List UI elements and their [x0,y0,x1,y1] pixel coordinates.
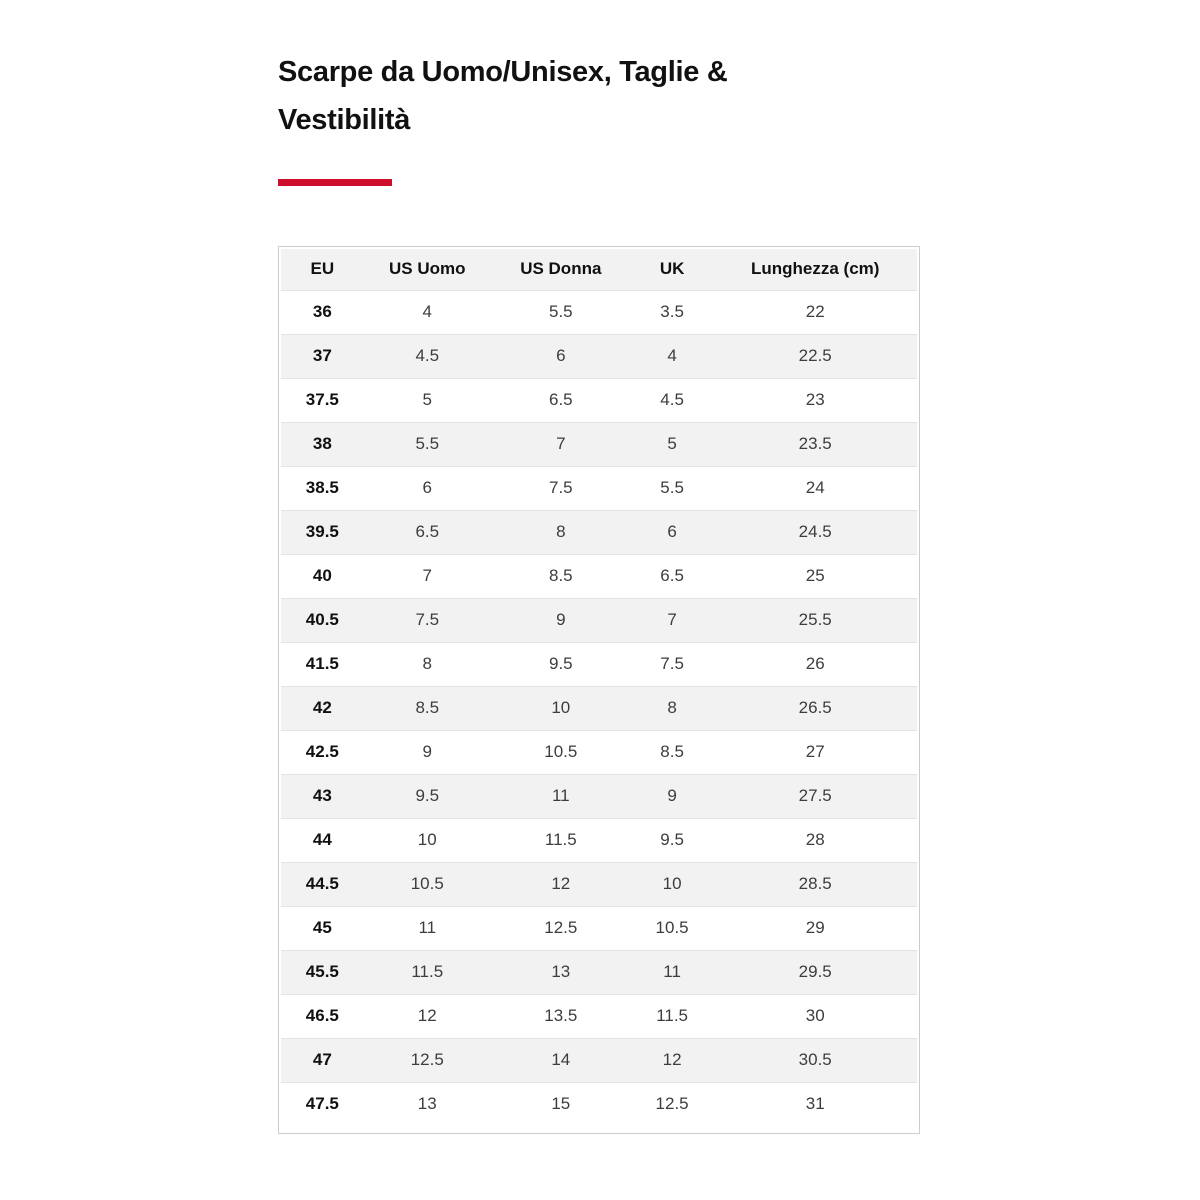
size-cell: 25.5 [713,598,917,642]
size-cell: 12.5 [364,1038,491,1082]
table-row [281,1082,917,1126]
size-cell: 6 [631,510,714,554]
size-cell: 9.5 [491,642,631,686]
size-cell: 31 [713,1082,917,1126]
size-cell: 4 [631,334,714,378]
eu-size-cell: 41.5 [281,642,364,686]
table-row [281,334,917,378]
column-header: US Donna [491,249,631,290]
size-cell: 13 [364,1082,491,1126]
size-cell: 6 [491,334,631,378]
eu-size-cell: 38.5 [281,466,364,510]
table-row [281,686,917,730]
table-row [281,730,917,774]
eu-size-cell: 47 [281,1038,364,1082]
table-row [281,950,917,994]
eu-size-cell: 38 [281,422,364,466]
eu-size-cell: 44 [281,818,364,862]
size-cell: 8 [631,686,714,730]
size-cell: 8 [364,642,491,686]
size-cell: 9.5 [364,774,491,818]
column-header: Lunghezza (cm) [713,249,917,290]
size-cell: 7 [631,598,714,642]
size-cell: 9 [364,730,491,774]
size-cell: 11 [631,950,714,994]
size-cell: 11 [491,774,631,818]
size-cell: 8.5 [364,686,491,730]
size-cell: 11.5 [631,994,714,1038]
size-cell: 27 [713,730,917,774]
size-cell: 11 [364,906,491,950]
table-row [281,642,917,686]
eu-size-cell: 39.5 [281,510,364,554]
table-row [281,862,917,906]
size-chart-body [281,290,917,1126]
size-cell: 5 [631,422,714,466]
eu-size-cell: 45 [281,906,364,950]
size-cell: 8.5 [491,554,631,598]
size-cell: 14 [491,1038,631,1082]
table-row [281,510,917,554]
size-cell: 25 [713,554,917,598]
column-header: EU [281,249,364,290]
size-cell: 4 [364,290,491,334]
eu-size-cell: 40 [281,554,364,598]
accent-divider [278,179,392,186]
eu-size-cell: 44.5 [281,862,364,906]
size-cell: 8.5 [631,730,714,774]
size-cell: 9 [491,598,631,642]
size-cell: 5.5 [631,466,714,510]
size-cell: 6.5 [364,510,491,554]
size-cell: 5.5 [364,422,491,466]
size-cell: 12.5 [631,1082,714,1126]
table-row [281,1038,917,1082]
table-row [281,818,917,862]
page-title: Scarpe da Uomo/Unisex, Taglie & Vestibilità [278,56,728,136]
table-row [281,598,917,642]
size-chart-header [281,249,917,290]
size-guide-section [278,48,922,1134]
size-cell: 4.5 [364,334,491,378]
size-cell: 28.5 [713,862,917,906]
size-cell: 29 [713,906,917,950]
size-cell: 22 [713,290,917,334]
size-cell: 12 [491,862,631,906]
size-cell: 6.5 [491,378,631,422]
eu-size-cell: 40.5 [281,598,364,642]
size-chart-table [281,249,917,1126]
size-cell: 11.5 [364,950,491,994]
column-header: US Uomo [364,249,491,290]
eu-size-cell: 45.5 [281,950,364,994]
size-cell: 8 [491,510,631,554]
size-cell: 23 [713,378,917,422]
size-cell: 13 [491,950,631,994]
size-cell: 12 [364,994,491,1038]
table-row [281,906,917,950]
eu-size-cell: 42.5 [281,730,364,774]
size-cell: 9.5 [631,818,714,862]
eu-size-cell: 36 [281,290,364,334]
size-cell: 7.5 [364,598,491,642]
size-cell: 3.5 [631,290,714,334]
size-cell: 24 [713,466,917,510]
eu-size-cell: 37 [281,334,364,378]
size-cell: 26 [713,642,917,686]
size-cell: 12 [631,1038,714,1082]
size-cell: 10.5 [491,730,631,774]
size-cell: 26.5 [713,686,917,730]
size-cell: 30.5 [713,1038,917,1082]
size-cell: 4.5 [631,378,714,422]
size-cell: 28 [713,818,917,862]
size-cell: 10.5 [364,862,491,906]
size-cell: 6 [364,466,491,510]
size-cell: 23.5 [713,422,917,466]
size-cell: 10 [364,818,491,862]
eu-size-cell: 47.5 [281,1082,364,1126]
size-cell: 29.5 [713,950,917,994]
size-cell: 10.5 [631,906,714,950]
table-row [281,378,917,422]
eu-size-cell: 42 [281,686,364,730]
size-chart-container [278,246,920,1134]
size-cell: 11.5 [491,818,631,862]
size-cell: 27.5 [713,774,917,818]
eu-size-cell: 43 [281,774,364,818]
size-cell: 7.5 [631,642,714,686]
table-row [281,994,917,1038]
size-cell: 12.5 [491,906,631,950]
header-row [281,249,917,290]
size-cell: 30 [713,994,917,1038]
size-cell: 10 [491,686,631,730]
table-row [281,774,917,818]
size-cell: 5.5 [491,290,631,334]
column-header: UK [631,249,714,290]
size-cell: 24.5 [713,510,917,554]
eu-size-cell: 37.5 [281,378,364,422]
table-row [281,422,917,466]
size-cell: 10 [631,862,714,906]
size-cell: 7 [491,422,631,466]
size-cell: 5 [364,378,491,422]
size-cell: 7.5 [491,466,631,510]
table-row [281,466,917,510]
size-cell: 7 [364,554,491,598]
table-row [281,290,917,334]
table-row [281,554,917,598]
size-cell: 13.5 [491,994,631,1038]
size-cell: 6.5 [631,554,714,598]
size-cell: 15 [491,1082,631,1126]
size-cell: 22.5 [713,334,917,378]
size-cell: 9 [631,774,714,818]
eu-size-cell: 46.5 [281,994,364,1038]
